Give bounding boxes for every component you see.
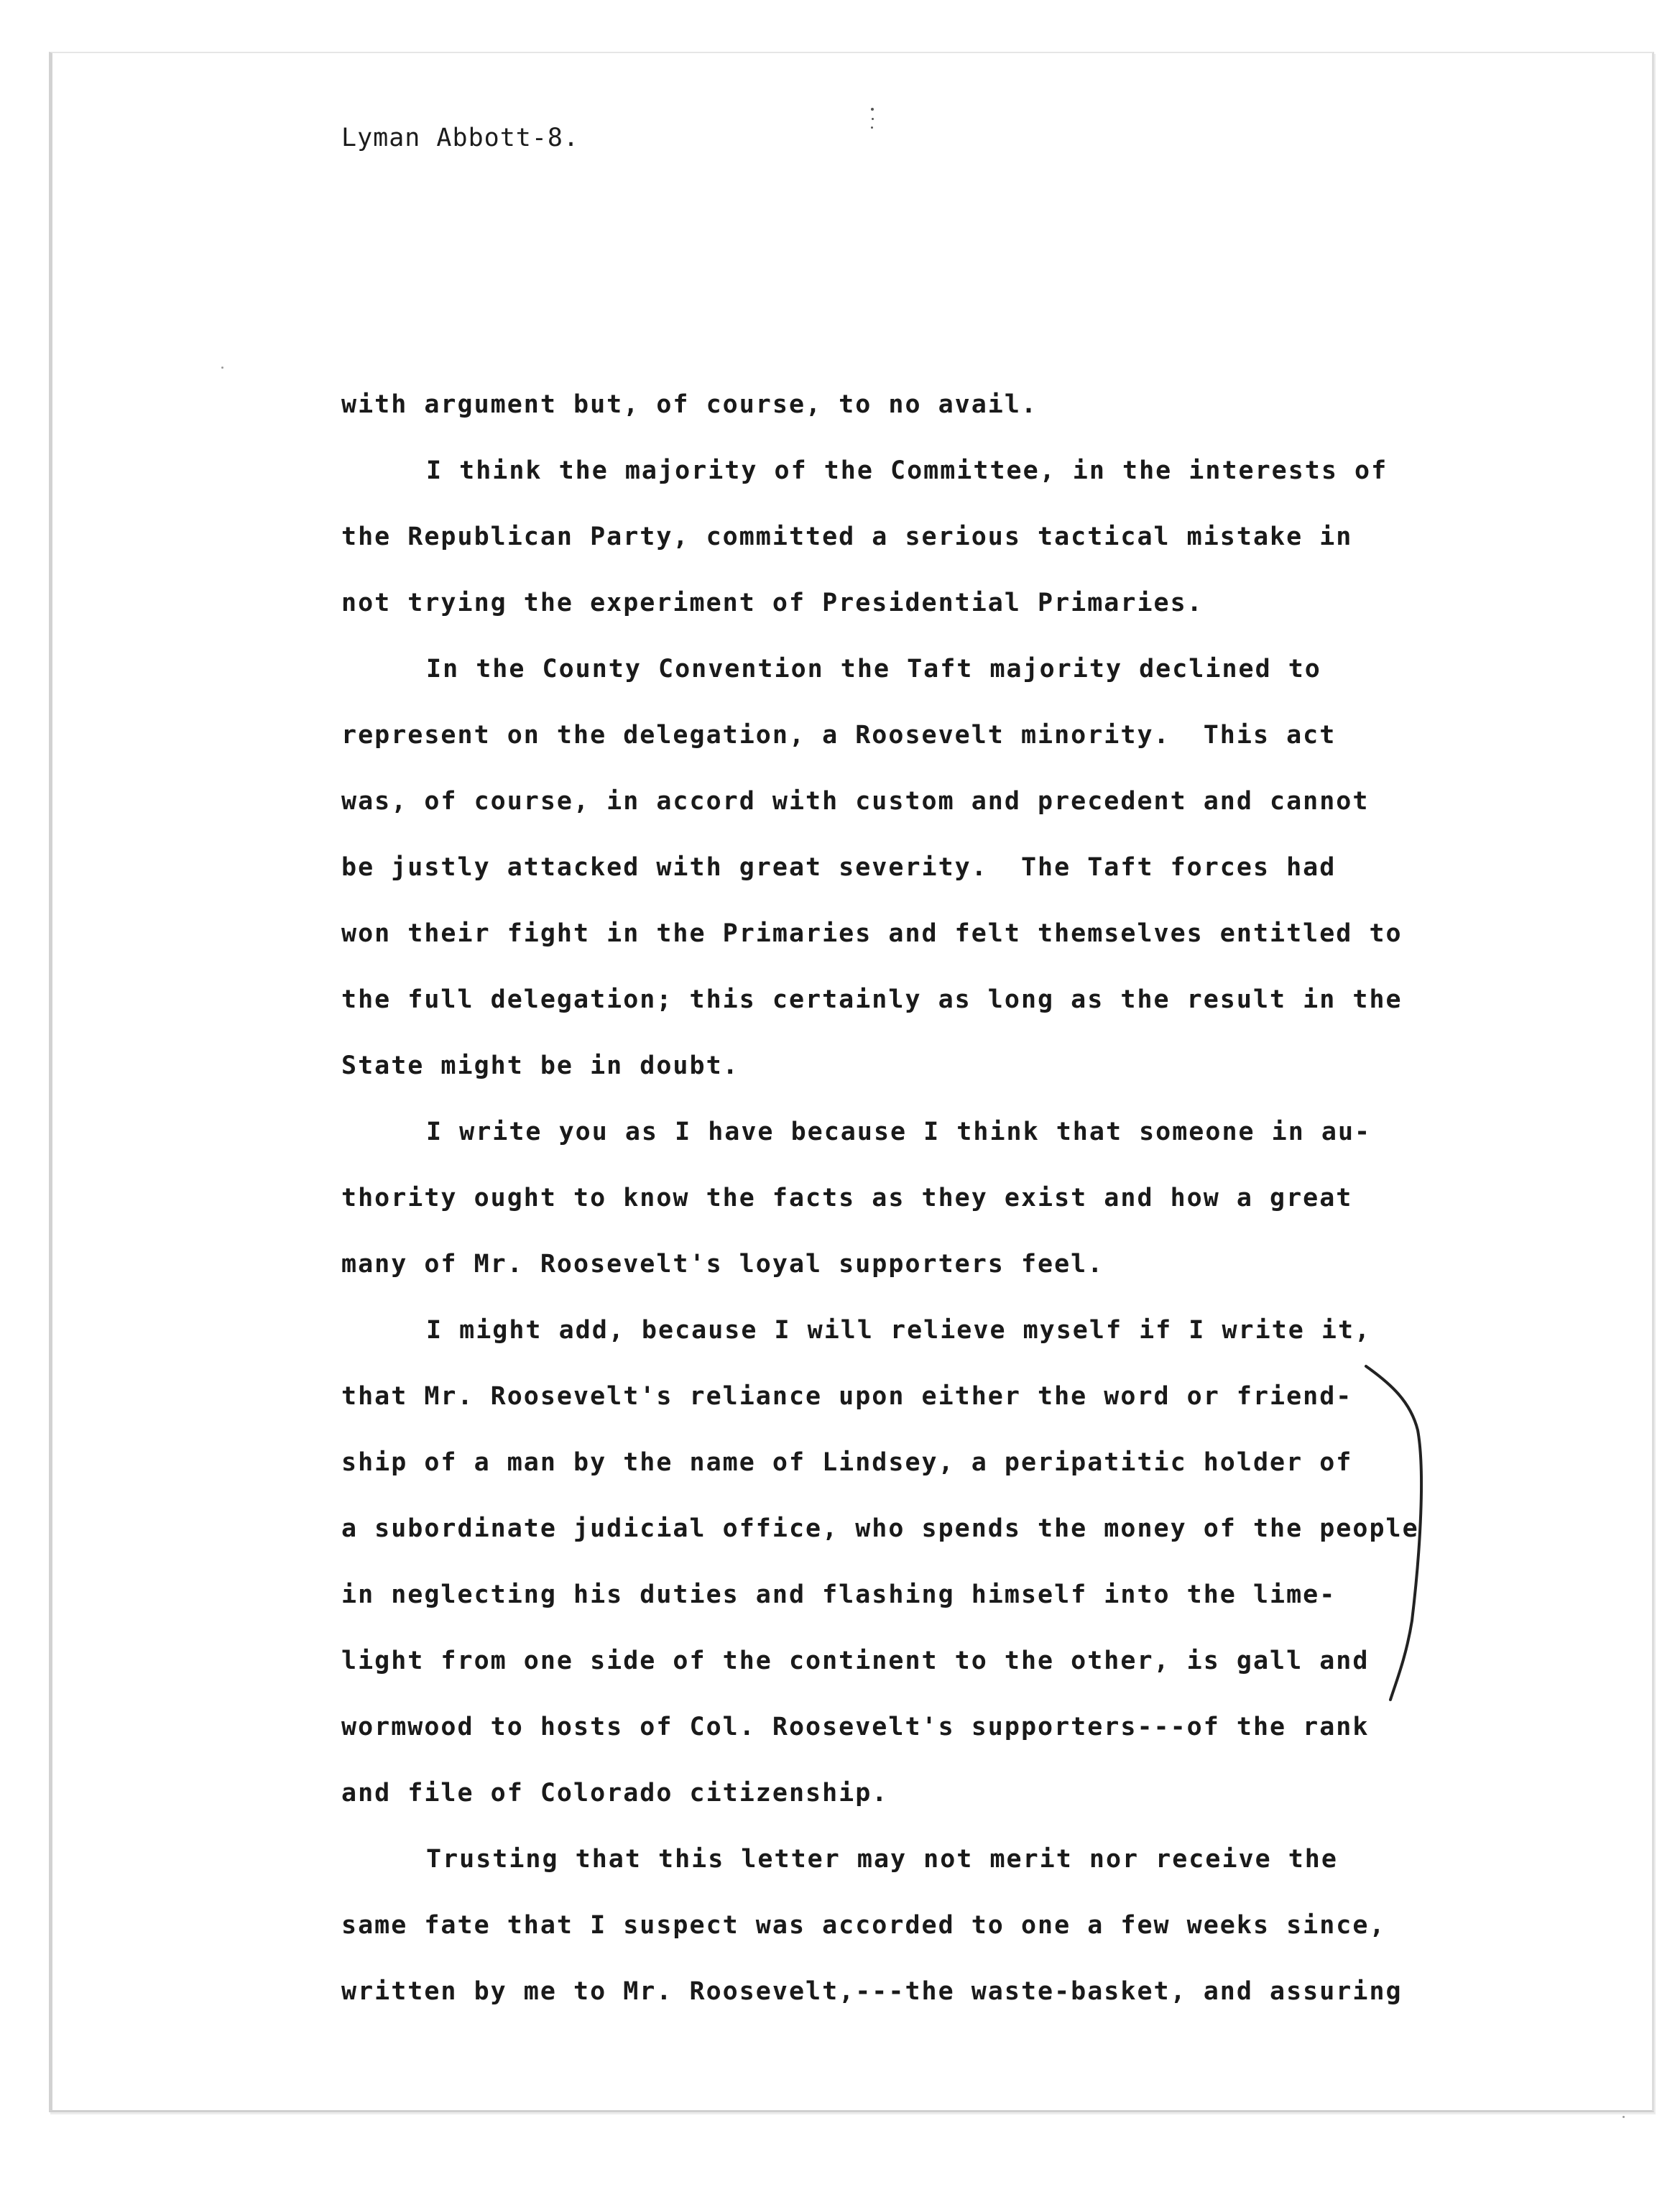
text-line: I think the majority of the Committee, in the interests of bbox=[426, 456, 1388, 485]
text-line: was, of course, in accord with custom and precedent and cannot bbox=[341, 787, 1370, 816]
text-line: the Republican Party, committed a serious tactical mistake in bbox=[341, 522, 1353, 551]
text-line: a subordinate judicial office, who spends the money of the people bbox=[341, 1514, 1419, 1543]
text-line: ship of a man by the name of Lindsey, a peripatitic holder of bbox=[341, 1448, 1353, 1477]
text-line: State might be in doubt. bbox=[341, 1051, 739, 1080]
text-line: in neglecting his duties and flashing himself into the lime- bbox=[341, 1580, 1337, 1609]
paper-speck bbox=[871, 108, 874, 111]
text-line: that Mr. Roosevelt's reliance upon either the word or friend- bbox=[341, 1382, 1353, 1411]
text-line: the full delegation; this certainly as long as the result in the bbox=[341, 985, 1403, 1014]
text-line: not trying the experiment of Presidential Primaries. bbox=[341, 589, 1204, 617]
paper-speck bbox=[872, 118, 874, 120]
paper-speck bbox=[1623, 2116, 1625, 2118]
paper-speck bbox=[221, 367, 223, 369]
text-line: and file of Colorado citizenship. bbox=[341, 1779, 889, 1808]
text-line: light from one side of the continent to the other, is gall and bbox=[341, 1647, 1370, 1675]
paper-speck bbox=[871, 126, 873, 129]
page-header: Lyman Abbott-8. bbox=[341, 124, 580, 152]
text-line: In the County Convention the Taft majority declined to bbox=[426, 655, 1321, 683]
text-line: with argument but, of course, to no avail. bbox=[341, 390, 1038, 419]
text-line: many of Mr. Roosevelt's loyal supporters feel. bbox=[341, 1250, 1104, 1279]
text-line: represent on the delegation, a Roosevelt minority. This act bbox=[341, 721, 1337, 750]
text-line: same fate that I suspect was accorded to one a few weeks since, bbox=[341, 1911, 1386, 1940]
text-line: wormwood to hosts of Col. Roosevelt's supporters---of the rank bbox=[341, 1713, 1370, 1741]
text-line: I might add, because I will relieve myself if I write it, bbox=[426, 1316, 1372, 1345]
text-line: be justly attacked with great severity. The Taft forces had bbox=[341, 853, 1337, 882]
text-line: won their fight in the Primaries and felt themselves entitled to bbox=[341, 919, 1403, 948]
margin-bracket-mark bbox=[1362, 1362, 1430, 1703]
text-line: thority ought to know the facts as they exist and how a great bbox=[341, 1184, 1353, 1212]
text-line: I write you as I have because I think that someone in au- bbox=[426, 1118, 1372, 1146]
text-line: Trusting that this letter may not merit nor receive the bbox=[426, 1845, 1338, 1874]
text-line: written by me to Mr. Roosevelt,---the waste-basket, and assuring bbox=[341, 1977, 1403, 2006]
